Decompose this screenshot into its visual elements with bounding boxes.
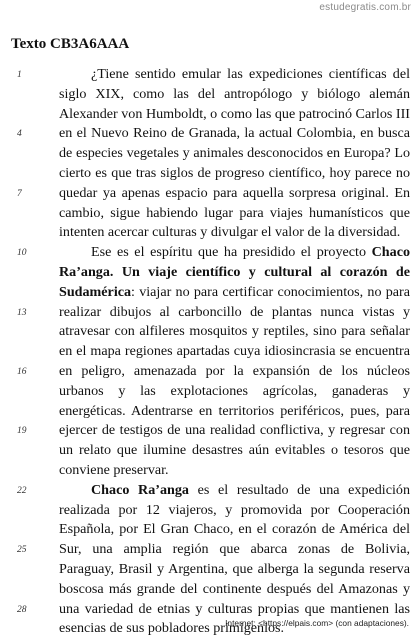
line-number: 13 <box>17 307 27 318</box>
line-number: 4 <box>17 129 22 140</box>
text-body <box>59 65 410 639</box>
text-segment: ¿Tiene sentido emular las expediciones científicas del siglo XIX, como las del antropólogo y biólogo alemán Alexander von Humboldt, o como las que patrocinó Carlos III en el Nuevo Reino de Granada, la actual Colombia, en busca de especies vegetales y animales desconocidos en Europa? Lo cierto es que tras siglos de progreso científico, hoy parece no quedar ya apenas espacio para aquella sorpresa original. En cambio, sigue habiendo lugar para viajes humanísticos que intenten acercar culturas y divulgar el valor de la diversidad. <box>59 66 410 241</box>
line-number: 7 <box>17 188 22 199</box>
text-segment: Ese es el espíritu que ha presidido el proyecto <box>91 244 372 261</box>
line-number: 10 <box>17 248 27 259</box>
line-number: 1 <box>17 70 22 80</box>
line-number: 28 <box>17 604 27 615</box>
text-title: Texto CB3A6AAA <box>11 36 130 52</box>
line-number: 19 <box>17 426 27 437</box>
line-number: 25 <box>17 545 27 556</box>
line-number: 16 <box>17 367 27 377</box>
source-citation: Internet: <https://elpais.com> (con adaptaciones). <box>225 618 409 628</box>
line-number: 22 <box>17 485 27 496</box>
bold-segment: Chaco Ra’anga. Un viaje científico y cultural al corazón de Sudamérica <box>59 244 410 300</box>
paragraph <box>59 481 410 639</box>
text-segment: es el resultado de una expedición realizada por 12 viajeros, y promovida por Cooperación Española, por El Gran Chaco, en el corazón de América del Sur, una amplia región que abarca zonas de Bolivia, Paraguay, Brasil y Argentina, que alberga la segunda reserva boscosa más grande del continente después del Amazonas y una variedad de etnias y culturas propias que mantienen las esencias de sus pobladores primigenios. <box>59 481 410 637</box>
paragraph <box>59 243 410 481</box>
bold-segment: Chaco Ra’anga <box>91 481 189 498</box>
site-watermark: estudegratis.com.br <box>319 2 411 13</box>
paragraph <box>59 65 410 243</box>
text-segment: : viajar no para certificar conocimientos, no para realizar dibujos al carboncillo de plantas nunca vistas y atravesar con alfileres mosquitos y reptiles, sino para señalar en el mapa regiones apartadas cuya idiosincrasia se encuentra en peligro, amenazada por la expansión de los núcleos urbanos y las explotaciones agrícolas, ganaderas y energéticas. Adentrarse en territorios periféricos, pues, para ejercer de testigos de una realidad conflictiva, y regresar con un relato que ilumine desastres aún evitables o tesoros que conviene preservar. <box>59 283 410 478</box>
